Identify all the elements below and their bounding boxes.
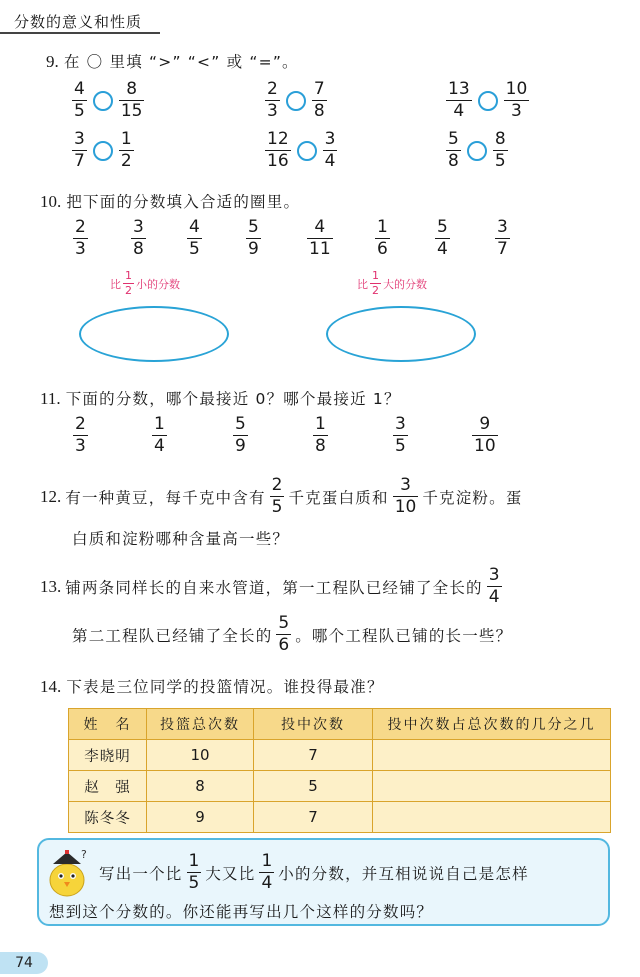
fraction: $\frac{4}{5}$: [74, 79, 85, 121]
q12-line2: 白质和淀粉哪种含量高一些？: [72, 530, 290, 548]
table-header-row: [69, 709, 611, 740]
q9-item: [72, 80, 144, 121]
table-row: [69, 802, 611, 833]
fraction: $\frac{2}{3}$: [267, 79, 278, 121]
fraction: 2 3: [75, 217, 86, 259]
fraction: 3 5: [395, 414, 406, 456]
fraction-answer-cell[interactable]: [373, 802, 611, 833]
fraction: 5 9: [235, 414, 246, 456]
fraction: $\frac{2}{5}$: [271, 475, 283, 517]
hits: 7: [254, 740, 373, 771]
q9-item: [265, 80, 327, 121]
total-shots: 9: [147, 802, 254, 833]
svg-text:?: ?: [81, 848, 87, 861]
table-row: [69, 740, 611, 771]
fraction: 4 11: [309, 217, 331, 259]
hits: 5: [254, 771, 373, 802]
page-number: 74: [0, 952, 48, 974]
answer-circle[interactable]: [93, 91, 113, 111]
fraction: 1 8: [315, 414, 326, 456]
fraction: $\frac{1}{2}$: [120, 129, 132, 171]
student-name: 李晓明: [69, 740, 147, 771]
q14-number: 14.: [40, 677, 62, 696]
student-name: 赵 强: [69, 771, 147, 802]
tip-line1: 写出一个比 $\frac{1}{5}$ 大又比 $\frac{1}{4}$ 小的分数，并互相说说自己是怎样: [99, 851, 529, 893]
q14-text: 下表是三位同学的投篮情况。谁投得最准？: [66, 678, 384, 696]
fraction: $\frac{12}{16}$: [267, 129, 289, 171]
shooting-table: [68, 708, 611, 833]
answer-circle[interactable]: [478, 91, 498, 111]
q9-item: [72, 130, 134, 171]
fraction: $\frac{5}{8}$: [448, 129, 459, 171]
fraction-answer-cell[interactable]: [373, 740, 611, 771]
student-name: 陈冬冬: [69, 802, 147, 833]
chick-mascot-icon: [45, 848, 89, 898]
q9-prompt: [46, 50, 299, 72]
fraction: $\frac{3}{10}$: [394, 475, 417, 517]
q9-text: 在 〇 里填 “>” “<” 或 “=”。: [63, 53, 299, 71]
fraction: 5 4: [437, 217, 448, 259]
less-than-half-ellipse[interactable]: [79, 306, 229, 362]
fraction-answer-cell[interactable]: [373, 771, 611, 802]
fraction: $\frac{3}{4}$: [324, 129, 336, 171]
fraction: $\frac{3}{7}$: [74, 129, 85, 171]
fraction: $\frac{8}{5}$: [494, 129, 506, 171]
q9-number: 9.: [46, 52, 59, 71]
fraction: 2 3: [75, 414, 86, 456]
q9-item: [265, 130, 337, 171]
q13-line1: 13. 铺两条同样长的自来水管道，第一工程队已经铺了全长的 $\frac{3}{4}$: [40, 565, 500, 607]
q10-prompt: [40, 190, 300, 212]
answer-circle[interactable]: [286, 91, 306, 111]
fraction: 4 5: [189, 217, 200, 259]
table-row: [69, 771, 611, 802]
fraction: $\frac{13}{4}$: [448, 79, 470, 121]
fraction: 3 8: [133, 217, 144, 259]
q11-number: 11.: [40, 389, 61, 408]
less-than-half-label: 比 $\frac{1}{2}$ 小的分数: [110, 269, 180, 297]
greater-than-half-ellipse[interactable]: [326, 306, 476, 362]
q11-prompt: [40, 387, 401, 409]
total-shots: 8: [147, 771, 254, 802]
chapter-header: [0, 8, 160, 34]
fraction: 1 4: [154, 414, 165, 456]
thinking-tip-box: [37, 838, 610, 926]
q13-line2: 第二工程队已经铺了全长的 $\frac{5}{6}$ 。哪个工程队已铺的长一些？: [72, 613, 513, 655]
col-hit-header: 投中次数: [254, 709, 373, 740]
q14-prompt: [40, 675, 384, 697]
fraction: 1 6: [377, 217, 388, 259]
q9-item: [446, 130, 508, 171]
fraction: $\frac{8}{15}$: [120, 79, 143, 121]
answer-circle[interactable]: [467, 141, 487, 161]
q12-number: 12.: [40, 486, 62, 506]
fraction: $\frac{10}{3}$: [505, 79, 528, 121]
answer-circle[interactable]: [93, 141, 113, 161]
fraction: $\frac{3}{4}$: [488, 565, 500, 607]
q12-line1: 12. 有一种黄豆，每千克中含有 $\frac{2}{5}$ 千克蛋白质和 $\frac{3}{10}$ 千克淀粉。蛋: [40, 475, 523, 517]
chapter-title: 分数的意义和性质: [14, 13, 143, 31]
col-fraction-header: 投中次数占总次数的几分之几: [373, 709, 611, 740]
answer-circle[interactable]: [297, 141, 317, 161]
col-name-header: 姓 名: [69, 709, 147, 740]
q13-number: 13.: [40, 576, 62, 596]
hits: 7: [254, 802, 373, 833]
fraction: $\frac{1}{5}$: [188, 851, 200, 893]
q10-number: 10.: [40, 192, 62, 211]
tip-line2: 想到这个分数的。你还能再写出几个这样的分数吗？: [49, 903, 434, 921]
col-total-header: 投篮总次数: [147, 709, 254, 740]
q10-text: 把下面的分数填入合适的圈里。: [66, 193, 301, 211]
q11-text: 下面的分数，哪个最接近 0？哪个最接近 1？: [65, 390, 401, 408]
fraction: $\frac{1}{4}$: [261, 851, 273, 893]
fraction: $\frac{7}{8}$: [313, 79, 325, 121]
q9-item: [446, 80, 529, 121]
total-shots: 10: [147, 740, 254, 771]
fraction: 9 10: [474, 414, 496, 456]
greater-than-half-label: 比 $\frac{1}{2}$ 大的分数: [357, 269, 427, 297]
fraction: 3 7: [497, 217, 508, 259]
fraction: $\frac{5}{6}$: [278, 613, 290, 655]
fraction: 5 9: [248, 217, 259, 259]
header-rule: [0, 32, 160, 34]
